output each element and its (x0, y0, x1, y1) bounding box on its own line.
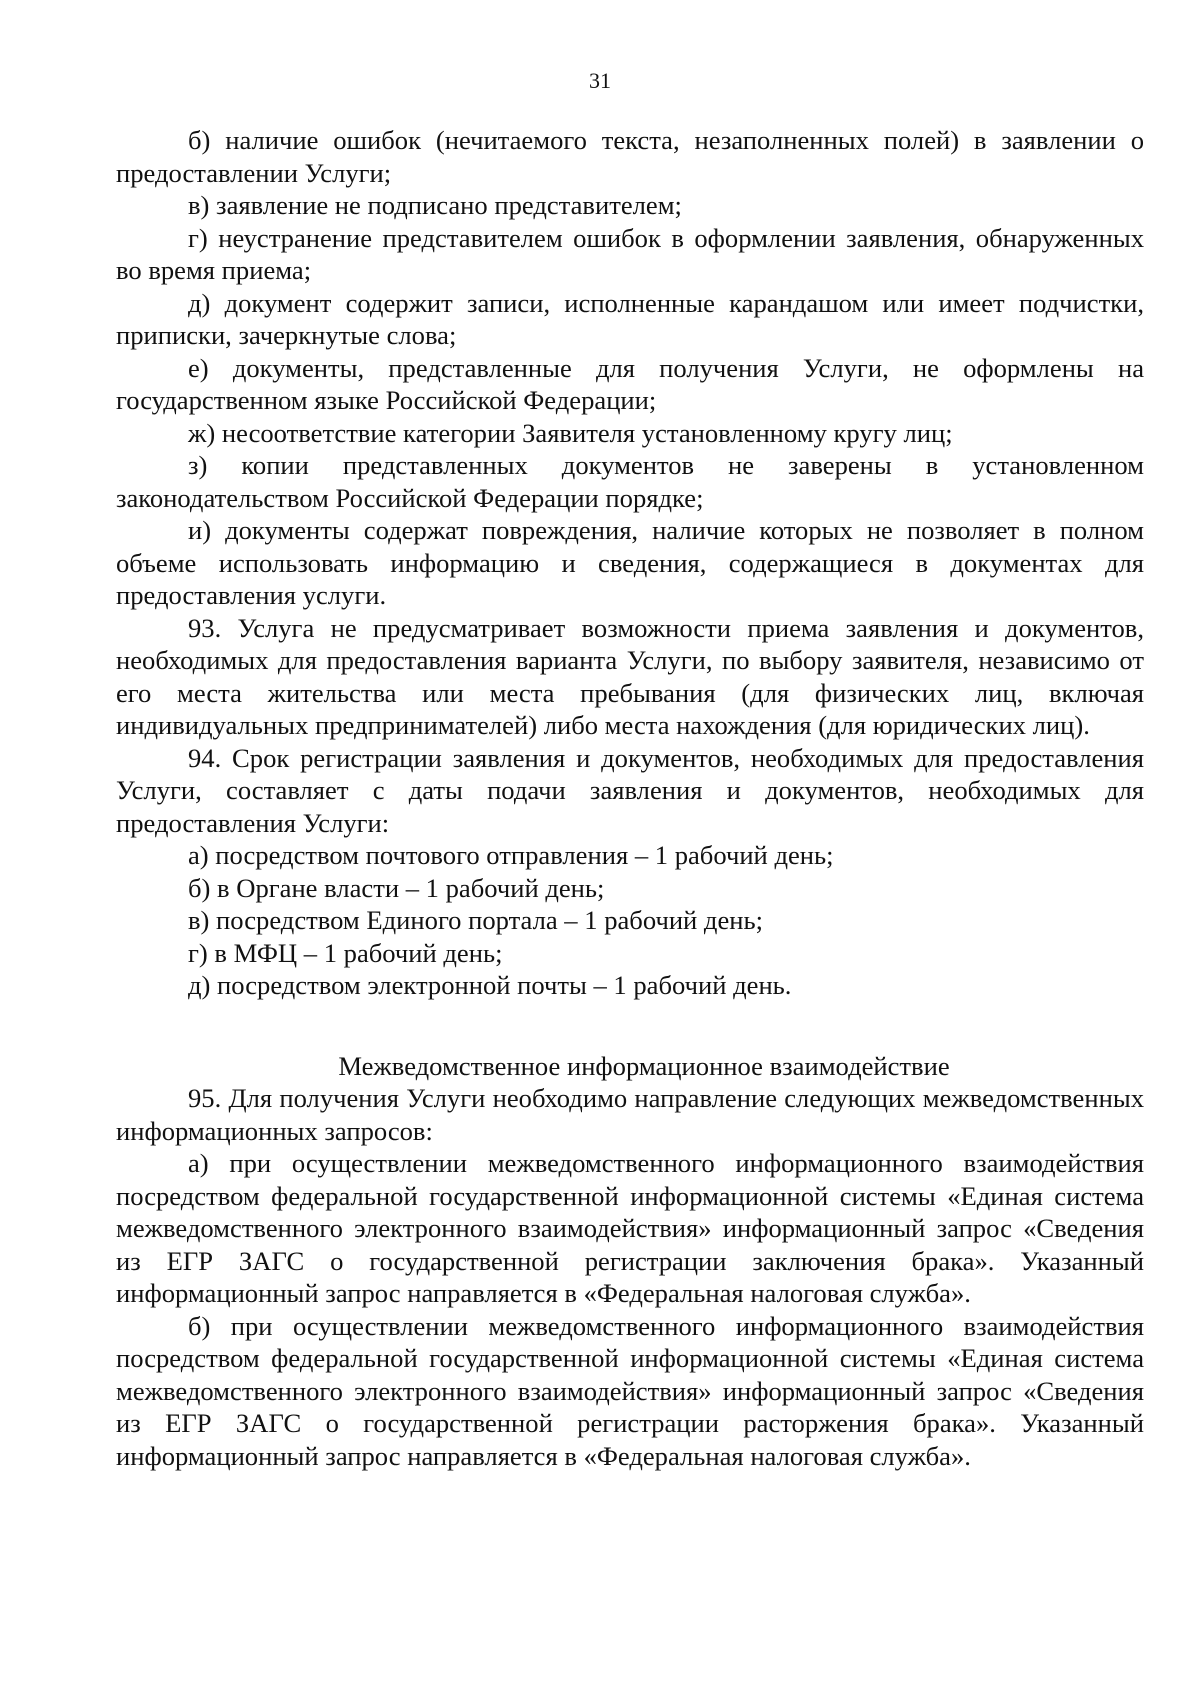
document-body (116, 124, 1144, 1472)
list-item-zh: ж) несоответствие категории Заявителя установленному кругу лиц; (188, 417, 953, 448)
list-item-z: з) копии представленных документов не заверены в установленном законодательством Российской Федерации порядке; (116, 450, 1144, 513)
term-item-g: г) в МФЦ – 1 рабочий день; (188, 937, 503, 968)
section-heading: Межведомственное информационное взаимодействие (338, 1050, 950, 1081)
list-item-i: и) документы содержат повреждения, наличие которых не позволяет в полном объеме использовать информацию и сведения, содержащиеся в документах для предоставления услуги. (116, 515, 1144, 610)
paragraph-94: 94. Срок регистрации заявления и документов, необходимых для предоставления Услуги, составляет с даты подачи заявления и документов, необходимых для предоставления Услуги: (116, 742, 1144, 838)
list-item-v: в) заявление не подписано представителем; (188, 190, 682, 220)
term-item-b: б) в Органе власти – 1 рабочий день; (188, 872, 605, 903)
term-item-d: д) посредством электронной почты – 1 рабочий день. (188, 970, 792, 1000)
request-item-b: б) при осуществлении межведомственного информационного взаимодействия посредством федеральной государственной информационной системы «Единая система межведомственного электронного взаимодействия» информационный запрос «Сведения из ЕГР ЗАГС о государственной регистрации расторжения брака». Указанный информационный запрос направляется в «Федеральная налоговая служба». (116, 1310, 1144, 1471)
page-number: 31 (589, 68, 611, 93)
request-item-a: а) при осуществлении межведомственного информационного взаимодействия посредством федеральной государственной информационной системы «Единая система межведомственного электронного взаимодействия» информационный запрос «Сведения из ЕГР ЗАГС о государственной регистрации заключения брака». Указанный информационный запрос направляется в «Федеральная налоговая служба». (116, 1148, 1144, 1308)
list-item-g: г) неустранение представителем ошибок в оформлении заявления, обнаруженных во время приема; (116, 222, 1144, 285)
list-item-e: е) документы, представленные для получения Услуги, не оформлены на государственном языке Российской Федерации; (116, 352, 1144, 415)
list-item-b: б) наличие ошибок (нечитаемого текста, незаполненных полей) в заявлении о предоставлении Услуги; (116, 125, 1144, 188)
paragraph-93: 93. Услуга не предусматривает возможности приема заявления и документов, необходимых для предоставления варианта Услуги, по выбору заявителя, независимо от его места жительства или места пребывания (для физических лиц, включая индивидуальных предпринимателей) либо места нахождения (для юридических лиц). (116, 612, 1144, 740)
term-item-v: в) посредством Единого портала – 1 рабочий день; (188, 905, 764, 935)
term-item-a: а) посредством почтового отправления – 1 рабочий день; (188, 840, 834, 870)
paragraph-95: 95. Для получения Услуги необходимо направление следующих межведомственных информационных запросов: (116, 1083, 1144, 1146)
list-item-d: д) документ содержит записи, исполненные карандашом или имеет подчистки, приписки, зачеркнутые слова; (116, 287, 1144, 350)
